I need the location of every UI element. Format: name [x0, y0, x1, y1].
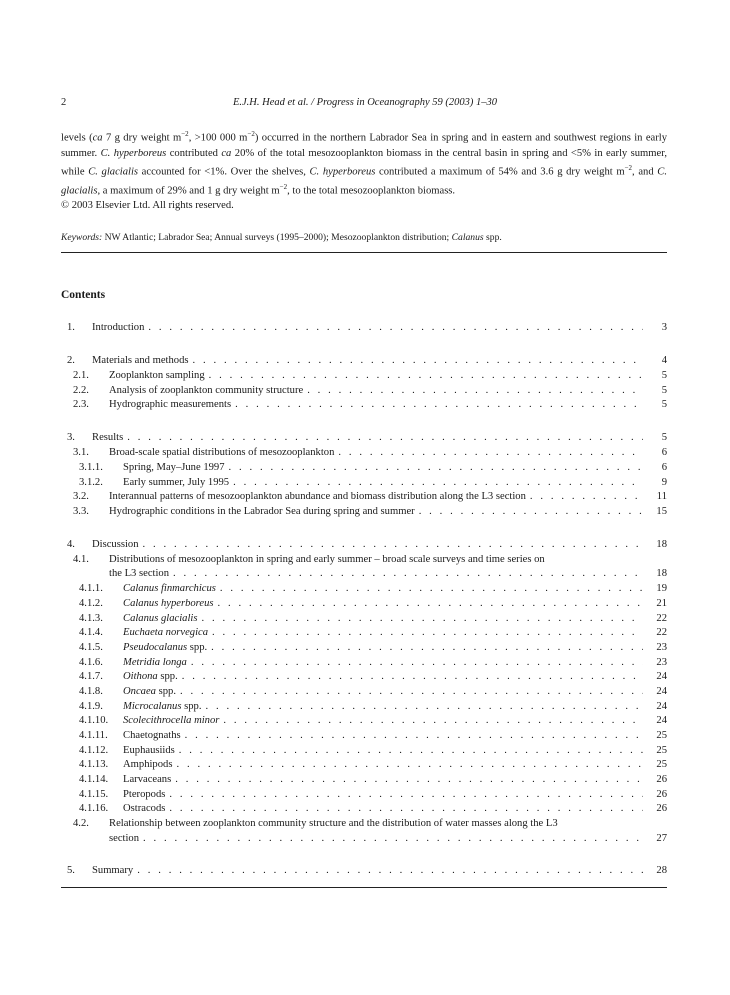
toc-entry-page: 22: [656, 613, 667, 624]
toc-leader-dots: [207, 641, 643, 655]
toc-leader-dots: [303, 384, 643, 398]
toc-entry[interactable]: [61, 446, 667, 460]
toc-entry[interactable]: [61, 597, 667, 611]
toc-entry[interactable]: [61, 832, 667, 846]
toc-entry-page: 18: [656, 568, 667, 579]
toc-entry[interactable]: [61, 398, 667, 412]
toc-entry-number: 4.1.13.: [79, 759, 109, 770]
toc-entry-page: 23: [656, 642, 667, 653]
toc-entry[interactable]: [61, 538, 667, 552]
toc-entry-page: 22: [656, 627, 667, 638]
toc-entry-page: 26: [656, 803, 667, 814]
toc-entry-page: 26: [656, 774, 667, 785]
toc-entry[interactable]: [61, 817, 667, 831]
toc-leader-dots: [219, 714, 643, 728]
toc-entry-number: 4.: [67, 539, 75, 550]
toc-entry-title: Calanus finmarchicus: [123, 583, 216, 594]
toc-entry-page: 4: [661, 355, 667, 366]
toc-entry-title: Chaetognaths: [123, 730, 181, 741]
toc-entry-title: Introduction: [92, 322, 145, 333]
toc-entry-page: 19: [656, 583, 667, 594]
toc-entry[interactable]: [61, 476, 667, 490]
toc-leader-dots: [205, 369, 643, 383]
toc-leader-dots: [175, 744, 643, 758]
toc-leader-dots: [187, 656, 643, 670]
toc-entry-number: 2.1.: [73, 370, 89, 381]
toc-entry-number: 4.1.12.: [79, 745, 109, 756]
toc-entry-title: Discussion: [92, 539, 139, 550]
toc-entry-number: 3.2.: [73, 491, 89, 502]
toc-entry-title: Microcalanus spp.: [123, 701, 202, 712]
rule-bottom: [61, 887, 667, 888]
toc-entry[interactable]: [61, 505, 667, 519]
toc-entry-number: 3.: [67, 432, 75, 443]
toc-entry-number: 4.1.3.: [79, 613, 103, 624]
toc-entry-number: 2.3.: [73, 399, 89, 410]
toc-entry-title: section: [109, 833, 140, 844]
toc-entry-number: 4.1.9.: [79, 701, 103, 712]
toc-leader-dots: [172, 758, 643, 772]
toc-entry[interactable]: [61, 700, 667, 714]
toc-leader-dots: [526, 490, 643, 504]
abstract: [61, 127, 667, 214]
toc-entry-title: the L3 section: [109, 568, 170, 579]
toc-entry-number: 3.1.: [73, 447, 89, 458]
toc-leader-dots: [415, 505, 643, 519]
toc-entry-number: 4.1.8.: [79, 686, 103, 697]
toc-entry-number: 4.1.6.: [79, 657, 103, 668]
toc-entry-title: Larvaceans: [123, 774, 172, 785]
toc-leader-dots: [133, 864, 643, 878]
toc-entry-title: Pseudocalanus spp.: [123, 642, 208, 653]
toc-entry-title: Summary: [92, 865, 134, 876]
toc-entry-title: Interannual patterns of mesozooplankton abundance and biomass distribution along the L3 section: [109, 491, 526, 502]
toc-leader-dots: [144, 321, 643, 335]
toc-entry-title: Amphipods: [123, 759, 173, 770]
keywords: Keywords: NW Atlantic; Labrador Sea; Annual surveys (1995–2000); Mesozooplankton distribution; Calanus spp.: [61, 232, 502, 243]
toc-entry-number: 4.1.14.: [79, 774, 109, 785]
toc-leader-dots: [334, 446, 643, 460]
toc-entry-title: Materials and methods: [92, 355, 189, 366]
toc-entry-page: 23: [656, 657, 667, 668]
copyright: © 2003 Elsevier Ltd. All rights reserved.: [61, 200, 234, 212]
toc-entry-page: 27: [656, 833, 667, 844]
toc-leader-dots: [231, 398, 643, 412]
toc-entry[interactable]: [61, 802, 667, 816]
toc-leader-dots: [176, 685, 643, 699]
toc-entry[interactable]: [61, 864, 667, 878]
toc-entry[interactable]: [61, 612, 667, 626]
toc-entry-title: Oithona spp.: [123, 671, 178, 682]
toc-entry-number: 4.1.2.: [79, 598, 103, 609]
toc-entry[interactable]: [61, 729, 667, 743]
toc-leader-dots: [165, 802, 643, 816]
toc-entry-title: Scolecithrocella minor: [123, 715, 220, 726]
toc-entry-number: 3.3.: [73, 506, 89, 517]
toc-entry-title: Analysis of zooplankton community structure: [109, 385, 304, 396]
toc-entry[interactable]: [61, 553, 667, 567]
toc-entry[interactable]: [61, 714, 667, 728]
toc-leader-dots: [229, 476, 643, 490]
toc-entry-page: 25: [656, 759, 667, 770]
toc-entry-title: Euchaeta norvegica: [123, 627, 209, 638]
toc-entry-page: 21: [656, 598, 667, 609]
toc-entry-page: 11: [656, 491, 667, 502]
toc-entry-number: 4.1.4.: [79, 627, 103, 638]
toc-leader-dots: [178, 670, 643, 684]
toc-entry-title: Hydrographic conditions in the Labrador Sea during spring and summer: [109, 506, 415, 517]
toc-entry-title: Calanus hyperboreus: [123, 598, 214, 609]
toc-entry[interactable]: [61, 354, 667, 368]
toc-entry-page: 24: [656, 686, 667, 697]
toc-entry[interactable]: [61, 744, 667, 758]
toc-entry-page: 24: [656, 671, 667, 682]
toc-leader-dots: [197, 612, 643, 626]
toc-entry-title: Results: [92, 432, 124, 443]
toc-entry-number: 2.: [67, 355, 75, 366]
toc-entry-number: 1.: [67, 322, 75, 333]
toc-entry-title: Oncaea spp.: [123, 686, 176, 697]
toc-entry[interactable]: [61, 461, 667, 475]
toc-entry-number: 2.2.: [73, 385, 89, 396]
toc-entry-title: Zooplankton sampling: [109, 370, 205, 381]
toc-entry[interactable]: [61, 369, 667, 383]
toc-entry-number: 4.1.1.: [79, 583, 103, 594]
toc-entry-title: Ostracods: [123, 803, 166, 814]
toc-entry-page: 25: [656, 730, 667, 741]
toc-entry-title: Metridia longa: [123, 657, 187, 668]
toc-leader-dots: [139, 538, 644, 552]
toc-entry-title: Calanus glacialis: [123, 613, 198, 624]
toc-entry-number: 4.1.7.: [79, 671, 103, 682]
toc-entry[interactable]: [61, 567, 667, 581]
toc-entry[interactable]: [61, 582, 667, 596]
toc-entry-number: 4.1.11.: [79, 730, 108, 741]
toc-leader-dots: [208, 626, 643, 640]
toc-entry-page: 5: [661, 399, 667, 410]
toc-leader-dots: [201, 700, 643, 714]
toc-entry-number: 4.1.5.: [79, 642, 103, 653]
toc-entry[interactable]: [61, 490, 667, 504]
toc-entry[interactable]: [61, 670, 667, 684]
toc-entry[interactable]: [61, 626, 667, 640]
toc-entry[interactable]: [61, 773, 667, 787]
toc-entry[interactable]: [61, 384, 667, 398]
toc-entry-page: 25: [656, 745, 667, 756]
toc-entry-title: Broad-scale spatial distributions of mesozooplankton: [109, 447, 335, 458]
toc-entry[interactable]: [61, 788, 667, 802]
toc-entry-number: 4.1.10.: [79, 715, 109, 726]
toc-leader-dots: [171, 773, 643, 787]
toc-entry[interactable]: [61, 685, 667, 699]
toc-entry-title: Pteropods: [123, 789, 166, 800]
page-number: 2: [61, 97, 67, 108]
toc-entry-number: 4.1.: [73, 554, 89, 565]
toc-leader-dots: [216, 582, 643, 596]
toc-leader-dots: [169, 567, 643, 581]
toc-entry-title: Distributions of mesozooplankton in spring and early summer – broad scale surveys and time series on: [109, 554, 545, 565]
toc-entry-page: 3: [661, 322, 667, 333]
toc-entry[interactable]: [61, 758, 667, 772]
toc-entry-page: 6: [661, 447, 667, 458]
toc-entry-number: 3.1.1.: [79, 462, 103, 473]
toc-entry-number: 3.1.2.: [79, 477, 103, 488]
toc-entry-page: 18: [656, 539, 667, 550]
toc-leader-dots: [123, 431, 643, 445]
toc-entry-page: 26: [656, 789, 667, 800]
abstract-text: levels (ca 7 g dry weight $m^{-2}$, >100 000 $m^{-2}$) occurred in the northern Labrador Sea in spring and in eastern and southwest regions in early summer. C. hyperboreus contributed ca 20% of the total mesozooplankton biomass in the central basin in spring and <5% in early summer, while C. glacialis accounted for <1%. Over the shelves, C. hyperboreus contributed a maximum of 54% and 3.6 g dry weight $m^{-2}$, and C. glacialis, a maximum of 29% and 1 g dry weight $m^{-2}$, to the total mesozooplankton biomass.: [61, 130, 668, 197]
toc-entry[interactable]: [61, 656, 667, 670]
toc-entry-page: 5: [661, 385, 667, 396]
toc-leader-dots: [214, 597, 643, 611]
toc-entry-title: Early summer, July 1995: [123, 477, 230, 488]
toc-entry-number: 4.2.: [73, 818, 89, 829]
toc-entry-page: 28: [656, 865, 667, 876]
toc-entry-page: 24: [656, 701, 667, 712]
toc-entry-number: 5.: [67, 865, 75, 876]
toc-entry-page: 24: [656, 715, 667, 726]
toc-entry-title: Spring, May–June 1997: [123, 462, 225, 473]
toc-leader-dots: [189, 354, 644, 368]
rule-top: [61, 252, 667, 253]
toc-entry-page: 5: [661, 370, 667, 381]
toc-entry-title: Hydrographic measurements: [109, 399, 232, 410]
toc-leader-dots: [225, 461, 643, 475]
toc-entry-page: 6: [661, 462, 667, 473]
toc-entry-title: Euphausiids: [123, 745, 175, 756]
toc-entry[interactable]: [61, 321, 667, 335]
contents-heading: Contents: [61, 289, 106, 301]
running-head: E.J.H. Head et al. / Progress in Oceanography 59 (2003) 1–30: [232, 97, 497, 108]
toc-entry-title: Relationship between zooplankton community structure and the distribution of water masses along the L3: [109, 818, 558, 829]
toc-entry-page: 9: [661, 477, 667, 488]
toc-entry-page: 5: [661, 432, 667, 443]
toc-entry[interactable]: [61, 641, 667, 655]
toc-entry-page: 15: [656, 506, 667, 517]
toc-entry-number: 4.1.16.: [79, 803, 109, 814]
toc-entry[interactable]: [61, 431, 667, 445]
toc-leader-dots: [181, 729, 643, 743]
toc-leader-dots: [139, 832, 643, 846]
toc-leader-dots: [165, 788, 643, 802]
toc-entry-number: 4.1.15.: [79, 789, 109, 800]
